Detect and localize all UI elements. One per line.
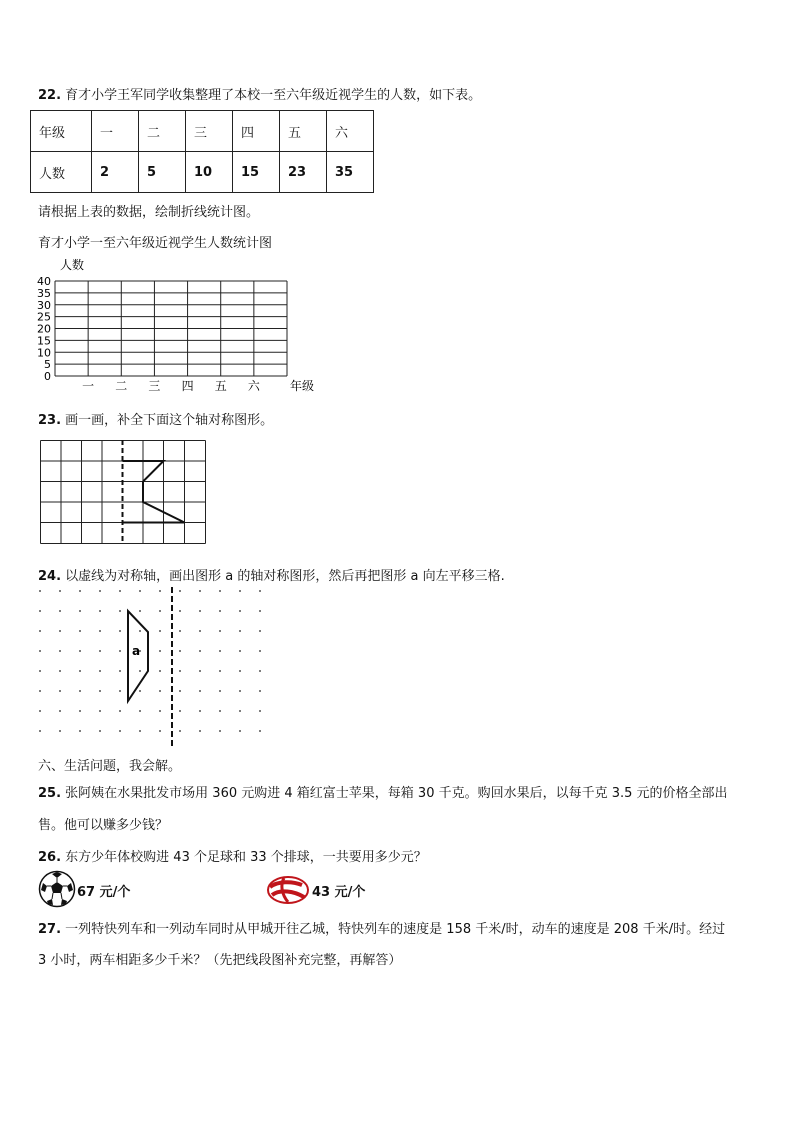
x-tick-label: 六 [247,379,260,393]
grid-dot [199,630,201,632]
x-tick-label: 五 [214,379,227,393]
grid-dot [199,670,201,672]
grid-dot [59,690,61,692]
grid-dot [119,710,121,712]
y-tick-label: 20 [37,322,51,336]
grid-dot [239,690,241,692]
grid-dot [79,650,81,652]
grade-cell: 四 [233,111,280,152]
y-tick-label: 0 [44,370,51,383]
q24-text: 以虚线为对称轴，画出图形 a 的轴对称图形，然后再把图形 a 向左平移三格. [65,569,505,584]
grid-dot [119,590,121,592]
q23-number: 23. [38,413,62,428]
grid-dot [119,650,121,652]
grid-dot [219,690,221,692]
grid-dot [239,630,241,632]
volleyball-icon [266,875,310,905]
grid-dot [219,710,221,712]
y-axis-label: 人数 [60,258,85,272]
grid-dot [239,670,241,672]
grid-dot [239,650,241,652]
grid-dot [59,650,61,652]
grid-dot [79,610,81,612]
grid-dot [239,730,241,732]
grid-dot [139,690,141,692]
grid-dot [139,730,141,732]
grade-cell: 一 [92,111,139,152]
grid-dot [99,690,101,692]
count-cell: 35 [327,152,374,193]
x-axis-label: 年级 [290,379,315,393]
grid-dot [219,730,221,732]
volleyball-price: 43 元/个 [312,885,366,900]
grid-dot [79,730,81,732]
q23-text: 画一画，补全下面这个轴对称图形。 [65,413,274,428]
table-row [31,152,374,193]
grid-dot [119,690,121,692]
q27-number: 27. [38,922,62,937]
q22-instruction: 请根据上表的数据，绘制折线统计图。 [38,205,260,220]
grid-dot [179,590,181,592]
grid-dot [59,670,61,672]
grid-dot [239,610,241,612]
grid-dot [39,710,41,712]
grid-dot [139,670,141,672]
grid-dot [159,690,161,692]
grid-dot [99,610,101,612]
grid-dot [79,690,81,692]
q25-number: 25. [38,786,62,801]
grid-dot [59,610,61,612]
grid-dot [219,590,221,592]
grid-dot [239,710,241,712]
grid-dot [99,670,101,672]
grid-dot [119,630,121,632]
grid-dot [39,670,41,672]
q22-table [30,110,374,193]
grid-dot [59,590,61,592]
y-tick-label: 25 [37,310,51,324]
q24-heading [38,565,505,584]
grid-dot [159,630,161,632]
q26-heading [38,846,427,865]
grid-dot [99,730,101,732]
grid-dot [59,730,61,732]
grid-dot [99,590,101,592]
grid-dot [179,670,181,672]
grid-dot [179,690,181,692]
x-tick-label: 三 [148,379,161,393]
grid-dot [219,610,221,612]
grid-dot [179,710,181,712]
grid-dot [259,710,261,712]
grid-dot [79,670,81,672]
grid-dot [199,730,201,732]
grid-dot [39,590,41,592]
grid-dot [259,730,261,732]
grid-dot [39,690,41,692]
grade-cell: 三 [186,111,233,152]
grid-dot [159,610,161,612]
y-tick-label: 5 [44,358,51,372]
grid-dot [199,610,201,612]
shape-a-label: a [131,644,141,658]
grid-dot [259,690,261,692]
grid-dot [199,710,201,712]
grid-dot [79,630,81,632]
grid-dot [259,670,261,672]
y-tick-label: 15 [37,334,51,348]
q27-line1 [38,918,725,937]
q26-number: 26. [38,850,62,865]
grid-dot [59,630,61,632]
grid-dot [39,610,41,612]
count-cell: 5 [139,152,186,193]
grid-dot [259,590,261,592]
grid-dot [139,710,141,712]
grid-dot [119,730,121,732]
q25-text: 张阿姨在水果批发市场用 360 元购进 4 箱红富士苹果，每箱 30 千克。购回水果后，以每千克 3.5 元的价格全部出 [65,786,728,801]
grid-dot [139,630,141,632]
q25-line1 [38,782,728,801]
grid-dot [39,650,41,652]
grid-dot [179,610,181,612]
x-tick-label: 二 [115,379,128,393]
grid-dot [119,670,121,672]
grid-dot [259,610,261,612]
grid-dot [239,590,241,592]
q22-number: 22. [38,88,62,103]
grid-dot [219,670,221,672]
blank-line-chart-grid [30,254,320,400]
count-cell: 23 [280,152,327,193]
football-icon [38,870,76,908]
grade-cell: 二 [139,111,186,152]
grade-cell: 六 [327,111,374,152]
grid-dot [59,710,61,712]
y-tick-label: 30 [37,298,51,312]
grid-dot [159,670,161,672]
grid-dot [139,590,141,592]
grid-dot [259,650,261,652]
grid-dot [99,630,101,632]
x-tick-label: 四 [181,379,194,393]
grid-dot [139,610,141,612]
grid-dot [259,630,261,632]
grid-dot [159,730,161,732]
q22-heading [38,84,481,103]
grid-dot [199,590,201,592]
grid-dot [179,630,181,632]
table-header-label: 年级 [31,111,92,152]
grid-dot [39,630,41,632]
grid-dot [179,650,181,652]
y-tick-label: 40 [37,275,51,288]
q27-text: 一列特快列车和一列动车同时从甲城开往乙城，特快列车的速度是 158 千米/时，动车的速度是 208 千米/时。经过 [65,922,726,937]
grid-dot [79,710,81,712]
grid-dot [219,650,221,652]
table-row-label: 人数 [31,152,92,193]
q24-dot-grid [30,585,280,750]
grid-dot [99,650,101,652]
count-cell: 10 [186,152,233,193]
q23-symmetry-grid [40,440,208,546]
q24-number: 24. [38,569,62,584]
grid-dot [159,710,161,712]
x-tick-label: 一 [82,379,95,393]
grade-cell: 五 [280,111,327,152]
q23-heading [38,409,273,428]
q26-text: 东方少年体校购进 43 个足球和 33 个排球，一共要用多少元？ [65,850,427,865]
grid-dot [79,590,81,592]
q25-line2: 售。他可以赚多少钱？ [38,818,169,833]
y-tick-label: 10 [37,346,51,360]
count-cell: 2 [92,152,139,193]
chart-title: 育才小学一至六年级近视学生人数统计图 [38,236,273,251]
table-row [31,111,374,152]
grid-dot [199,690,201,692]
q27-line2: 3 小时，两车相距多少千米？（先把线段图补充完整，再解答） [38,953,402,968]
grid-dot [179,730,181,732]
grid-dot [159,590,161,592]
q22-text: 育才小学王军同学收集整理了本校一至六年级近视学生的人数，如下表。 [65,88,482,103]
count-cell: 15 [233,152,280,193]
grid-dot [99,710,101,712]
grid-dot [39,730,41,732]
grid-dot [159,650,161,652]
half-shape [123,461,185,523]
y-tick-label: 35 [37,286,51,300]
football-price: 67 元/个 [77,885,131,900]
grid-dot [199,650,201,652]
grid-dot [119,610,121,612]
grid-dot [219,630,221,632]
section-title: 六、生活问题，我会解。 [38,759,182,774]
